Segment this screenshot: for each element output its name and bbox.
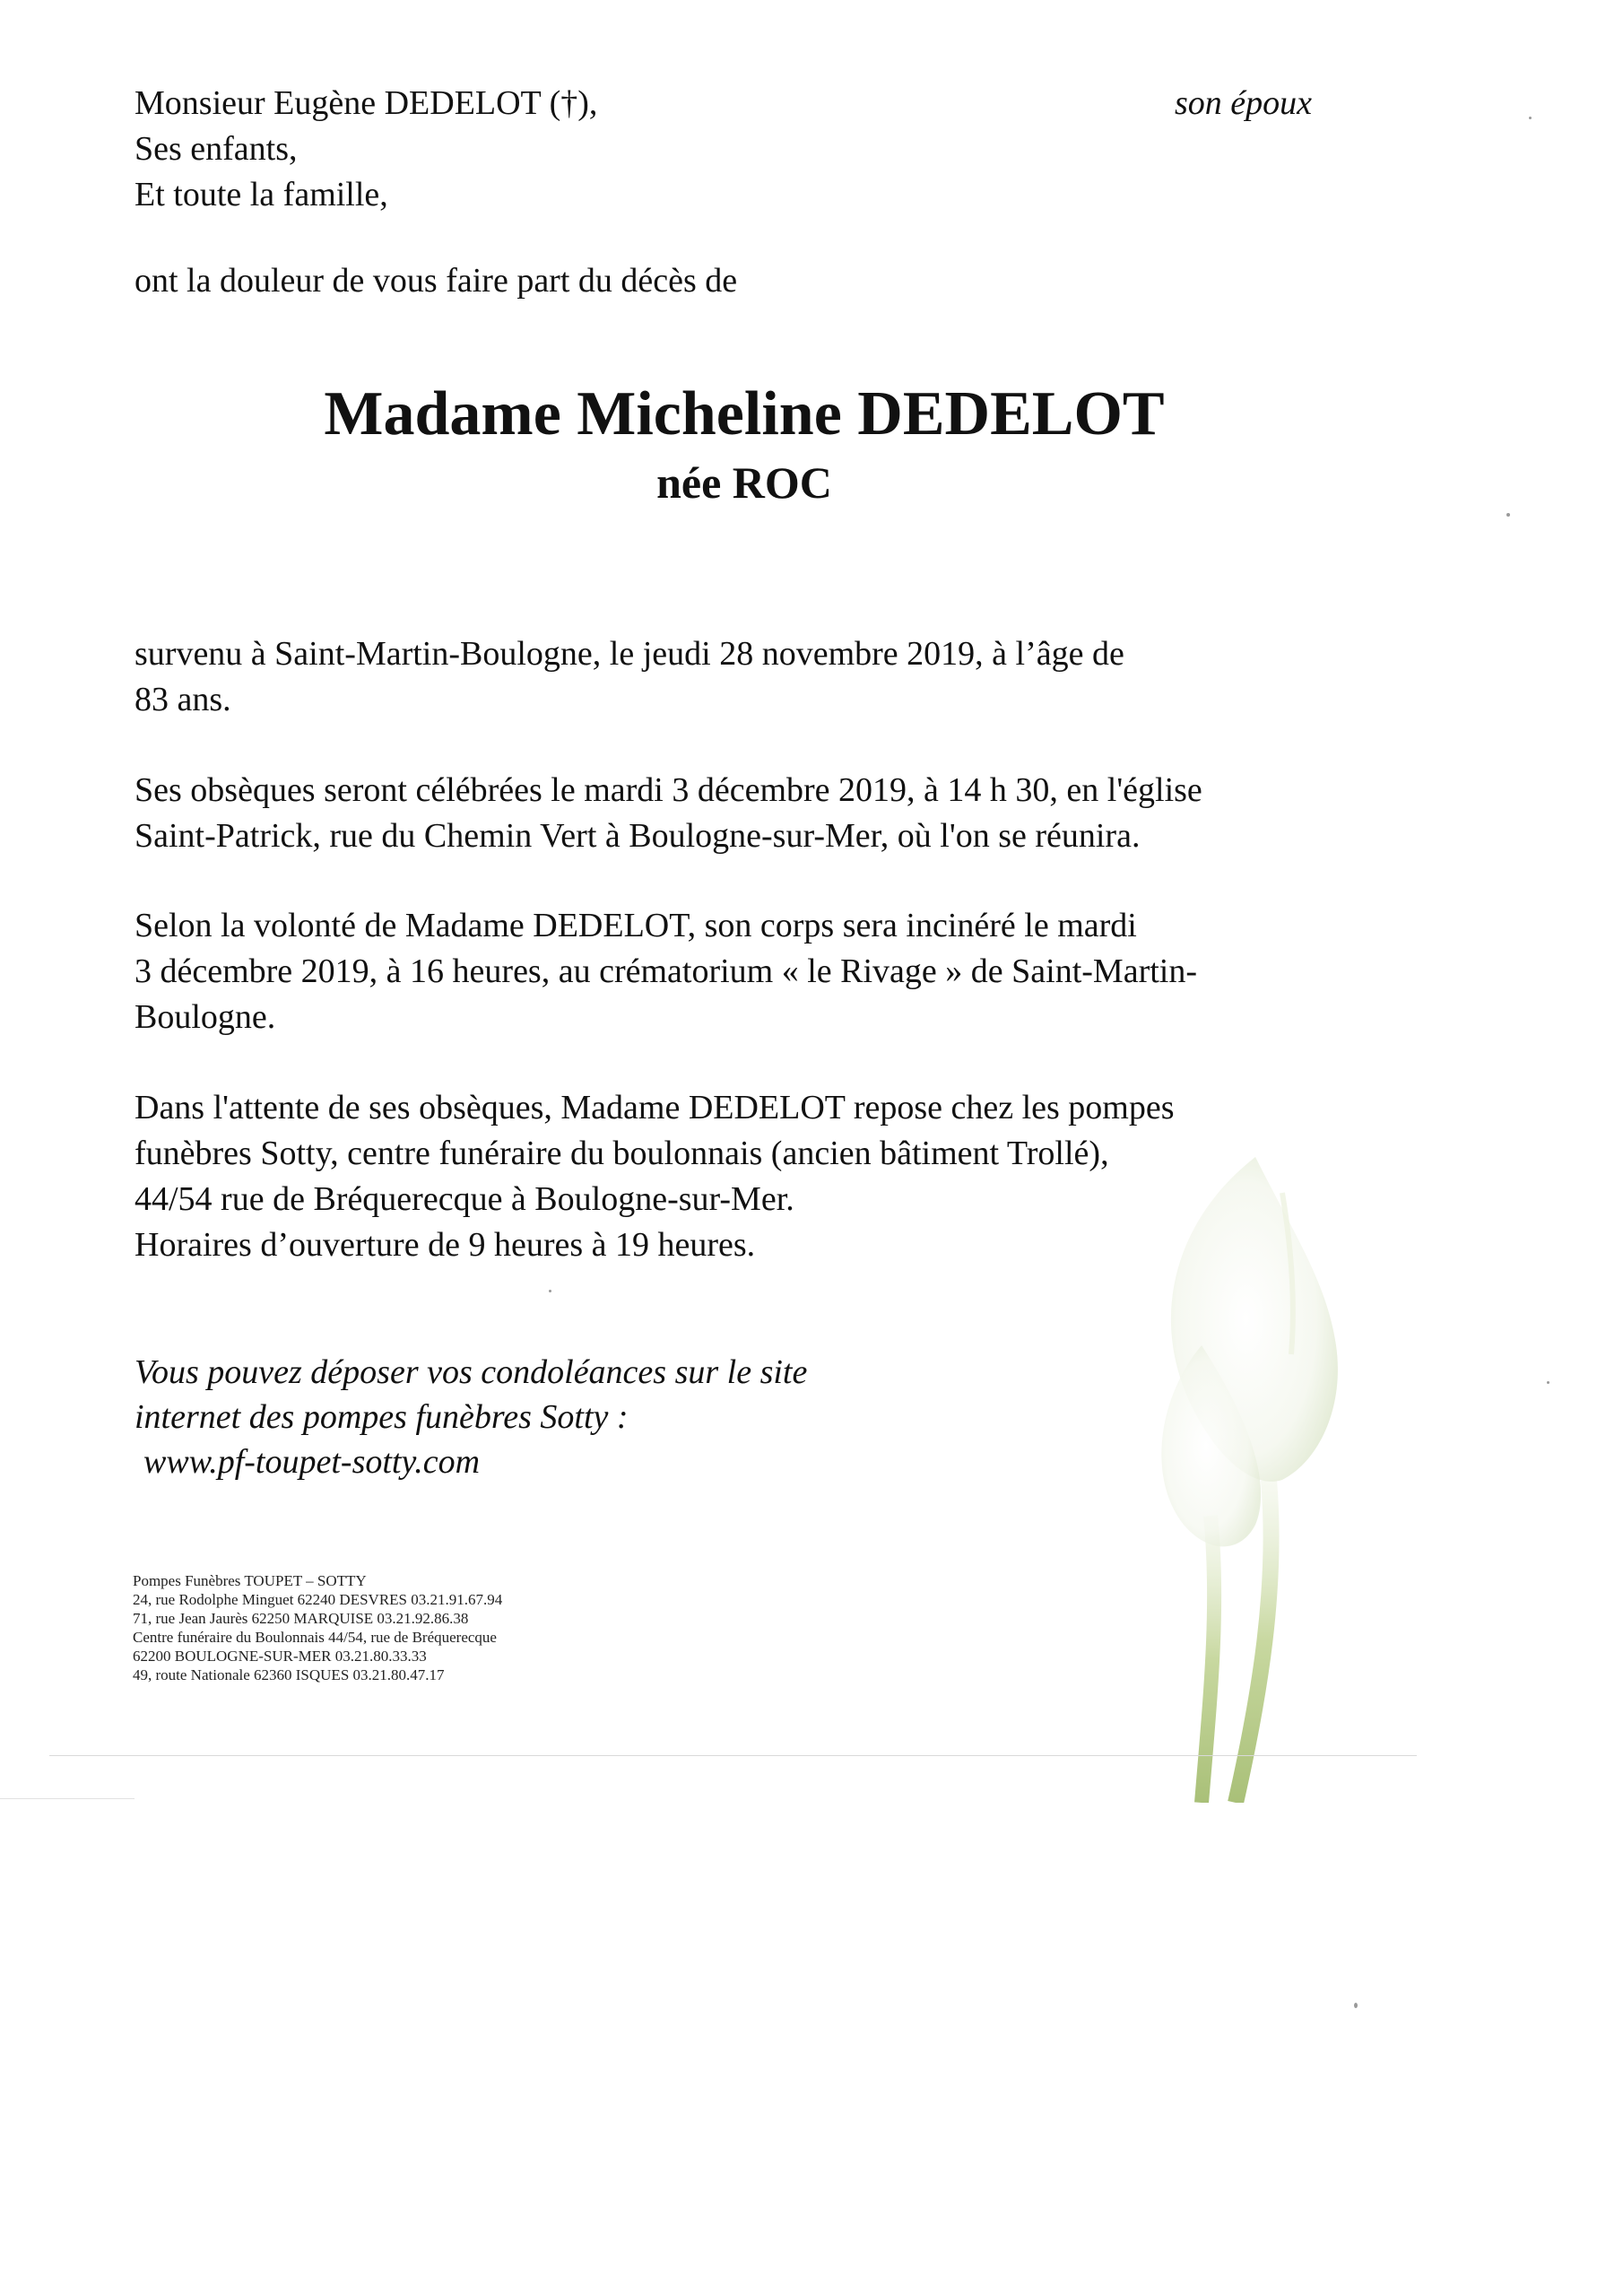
family-line-spouse: Monsieur Eugène DEDELOT (†), <box>135 84 598 122</box>
footer-address-marquise: 71, rue Jean Jaurès 62250 MARQUISE 03.21.92.86.38 <box>133 1610 469 1627</box>
scan-edge-line <box>0 1798 135 1799</box>
resting-line-2: funèbres Sotty, centre funéraire du boulonnais (ancien bâtiment Trollé), <box>135 1135 1109 1172</box>
footer-divider <box>49 1755 1417 1756</box>
footer-address-centre: Centre funéraire du Boulonnais 44/54, rue de Bréquerecque <box>133 1629 497 1646</box>
cremation-line-2: 3 décembre 2019, à 16 heures, au crématorium « le Rivage » de Saint-Martin- <box>135 952 1197 990</box>
cremation-line-1: Selon la volonté de Madame DEDELOT, son corps sera incinéré le mardi <box>135 907 1137 944</box>
footer-address-desvres: 24, rue Rodolphe Minguet 62240 DESVRES 03.21.91.67.94 <box>133 1591 503 1608</box>
resting-line-4: Horaires d’ouverture de 9 heures à 19 heures. <box>135 1226 756 1264</box>
footer-company: Pompes Funèbres TOUPET – SOTTY <box>133 1572 367 1589</box>
resting-line-1: Dans l'attente de ses obsèques, Madame DEDELOT repose chez les pompes <box>135 1089 1175 1126</box>
footer-address-boulogne: 62200 BOULOGNE-SUR-MER 03.21.80.33.33 <box>133 1648 427 1665</box>
death-paragraph <box>135 631 1390 723</box>
condolences-website-link[interactable]: www.pf-toupet-sotty.com <box>143 1443 481 1481</box>
family-line-family: Et toute la famille, <box>135 176 388 213</box>
spouse-role-label: son époux <box>1175 84 1313 122</box>
announcement-intro: ont la douleur de vous faire part du décès de <box>135 262 738 300</box>
death-line-1: survenu à Saint-Martin-Boulogne, le jeudi 28 novembre 2019, à l’âge de <box>135 635 1124 673</box>
deceased-name: Madame Micheline DEDELOT <box>324 379 1165 448</box>
funeral-line-2: Saint-Patrick, rue du Chemin Vert à Boulogne-sur-Mer, où l'on se réunira. <box>135 817 1141 855</box>
condolences-line-1: Vous pouvez déposer vos condoléances sur le site <box>135 1353 808 1391</box>
funeral-paragraph <box>135 768 1390 859</box>
death-line-2: 83 ans. <box>135 681 231 718</box>
deceased-maiden-name: née ROC <box>656 457 832 508</box>
calla-lily-illustration <box>1076 1139 1462 1803</box>
cremation-paragraph <box>135 903 1390 1040</box>
condolences-line-2: internet des pompes funèbres Sotty : <box>135 1398 629 1436</box>
scan-speck <box>549 1290 551 1292</box>
scan-speck <box>1529 117 1532 119</box>
condolences-note <box>135 1350 807 1484</box>
lily-stem-left <box>1202 1516 1214 1803</box>
cremation-line-3: Boulogne. <box>135 998 276 1036</box>
resting-line-3: 44/54 rue de Bréquerecque à Boulogne-sur-Mer. <box>135 1180 794 1218</box>
scan-speck <box>1506 513 1510 517</box>
footer-address-isques: 49, route Nationale 62360 ISQUES 03.21.80.47.17 <box>133 1666 445 1683</box>
funeral-home-footer <box>133 1571 502 1684</box>
family-announcers <box>135 81 597 218</box>
scan-speck <box>1354 2003 1358 2008</box>
funeral-line-1: Ses obsèques seront célébrées le mardi 3 décembre 2019, à 14 h 30, en l'église <box>135 771 1202 809</box>
family-line-children: Ses enfants, <box>135 130 298 168</box>
scan-speck <box>1547 1381 1549 1384</box>
